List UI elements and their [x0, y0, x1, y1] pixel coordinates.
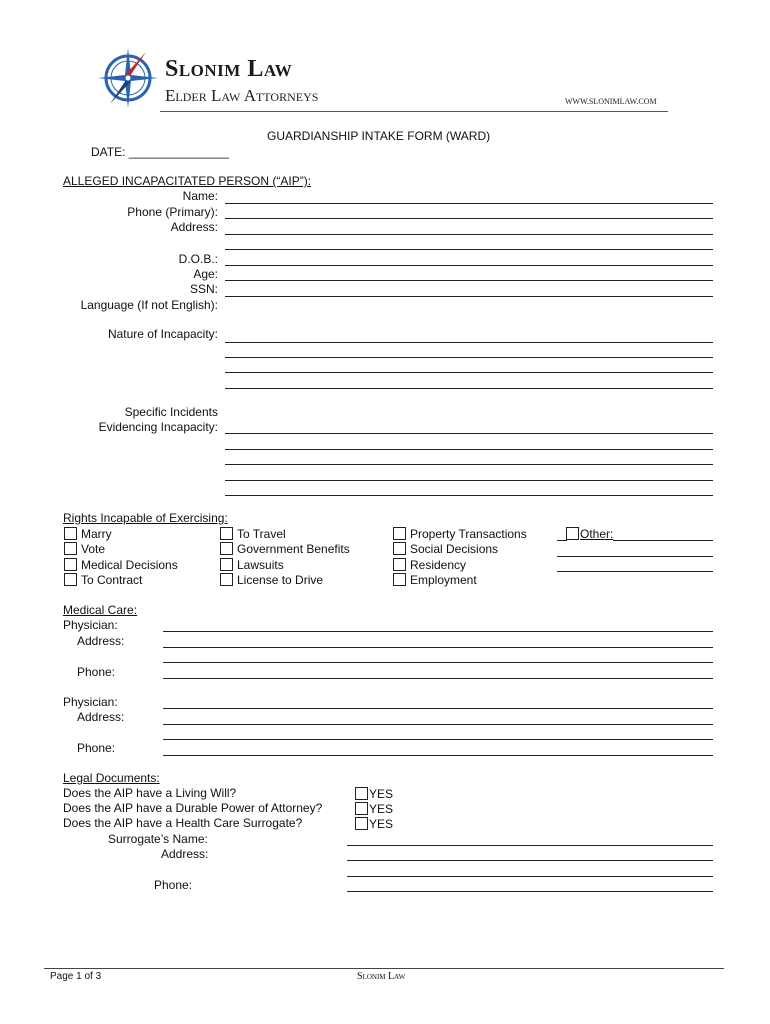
property-transactions-checkbox[interactable] [393, 527, 406, 540]
to-contract-label: To Contract [81, 573, 143, 587]
physician-2-phone-field[interactable] [163, 755, 713, 756]
license-to-drive-checkbox[interactable] [220, 573, 233, 586]
to-travel-checkbox[interactable] [220, 527, 233, 540]
form-title: GUARDIANSHIP INTAKE FORM (WARD) [267, 129, 491, 143]
incidents-field-2[interactable] [225, 449, 713, 450]
surrogate-name-field[interactable] [347, 845, 713, 846]
poa-question: Does the AIP have a Durable Power of Attorney? [63, 801, 323, 815]
name-label: Name: [182, 189, 218, 203]
surrogate-address-field-2[interactable] [347, 876, 713, 877]
surrogate-phone-label: Phone: [154, 878, 193, 892]
physician-1-phone-label: Phone: [77, 665, 116, 679]
to-contract-checkbox[interactable] [64, 573, 77, 586]
phone-primary-label: Phone (Primary): [127, 205, 218, 219]
address-field-1[interactable] [225, 234, 713, 235]
incidents-label-1: Specific Incidents [124, 405, 218, 419]
employment-label: Employment [410, 573, 477, 587]
ssn-label: SSN: [189, 282, 218, 296]
surrogate-yes-checkbox[interactable] [355, 817, 368, 830]
residency-checkbox[interactable] [393, 558, 406, 571]
age-field[interactable] [225, 280, 713, 281]
physician-2-address-field-1[interactable] [163, 724, 713, 725]
poa-yes-label: YES [369, 802, 394, 816]
lawsuits-checkbox[interactable] [220, 558, 233, 571]
physician-1-label: Physician: [63, 618, 118, 632]
physician-2-label: Physician: [63, 695, 118, 709]
nature-field-2[interactable] [225, 357, 713, 358]
header-rule [160, 111, 668, 112]
dob-label: D.O.B.: [178, 252, 218, 266]
social-decisions-label: Social Decisions [410, 542, 499, 556]
physician-1-address-label: Address: [77, 634, 125, 648]
vote-label: Vote [81, 542, 106, 556]
other-field-3[interactable] [557, 571, 713, 572]
incidents-field-5[interactable] [225, 495, 713, 496]
phone-primary-field[interactable] [225, 218, 713, 219]
legal-heading: Legal Documents: [63, 771, 160, 785]
incidents-field-4[interactable] [225, 480, 713, 481]
compass-rose-icon [96, 46, 160, 110]
nature-field-1[interactable] [225, 342, 713, 343]
physician-1-phone-field[interactable] [163, 678, 713, 679]
date-field[interactable]: DATE: _______________ [91, 145, 229, 159]
address-label: Address: [170, 220, 218, 234]
surrogate-yes-label: YES [369, 817, 394, 831]
footer-rule [44, 968, 724, 969]
firm-name: Slonim Law [165, 56, 293, 82]
other-field-2[interactable] [557, 556, 713, 557]
other-field-1[interactable] [613, 540, 713, 541]
surrogate-name-label: Surrogate’s Name: [108, 832, 208, 846]
firm-tagline: Elder Law Attorneys [165, 86, 319, 105]
dob-field[interactable] [225, 265, 713, 266]
employment-checkbox[interactable] [393, 573, 406, 586]
nature-field-3[interactable] [225, 372, 713, 373]
medical-heading: Medical Care: [63, 603, 138, 617]
firm-website[interactable]: WWW.SLONIMLAW.COM [565, 97, 657, 106]
ssn-field[interactable] [225, 296, 713, 297]
incidents-label-2: Evidencing Incapacity: [98, 420, 218, 434]
physician-1-address-field-1[interactable] [163, 647, 713, 648]
social-decisions-checkbox[interactable] [393, 542, 406, 555]
aip-heading: ALLEGED INCAPACITATED PERSON (“AIP”): [63, 174, 312, 188]
marry-label: Marry [81, 527, 112, 541]
license-to-drive-label: License to Drive [237, 573, 324, 587]
government-benefits-label: Government Benefits [237, 542, 350, 556]
physician-2-address-label: Address: [77, 710, 125, 724]
vote-checkbox[interactable] [64, 542, 77, 555]
physician-2-phone-label: Phone: [77, 741, 116, 755]
nature-label: Nature of Incapacity: [107, 327, 218, 341]
physician-1-address-field-2[interactable] [163, 662, 713, 663]
poa-yes-checkbox[interactable] [355, 802, 368, 815]
other-checkbox[interactable] [566, 527, 579, 540]
incidents-field-1[interactable] [225, 433, 713, 434]
address-field-2[interactable] [225, 249, 713, 250]
marry-checkbox[interactable] [64, 527, 77, 540]
other-label: Other: [580, 527, 614, 541]
footer-firm: Slonim Law [357, 971, 406, 982]
surrogate-address-label: Address: [161, 847, 209, 861]
surrogate-question: Does the AIP have a Health Care Surrogate? [63, 816, 303, 830]
surrogate-address-field-1[interactable] [347, 860, 713, 861]
medical-decisions-checkbox[interactable] [64, 558, 77, 571]
surrogate-phone-field[interactable] [347, 891, 713, 892]
rights-heading: Rights Incapable of Exercising: [63, 511, 228, 525]
living-will-yes-label: YES [369, 787, 394, 801]
firm-logo [96, 46, 160, 110]
name-field[interactable] [225, 203, 713, 204]
language-label: Language (If not English): [80, 298, 218, 312]
nature-field-4[interactable] [225, 388, 713, 389]
physician-1-field[interactable] [163, 631, 713, 632]
physician-2-field[interactable] [163, 708, 713, 709]
other-prefix-line [557, 540, 567, 541]
living-will-question: Does the AIP have a Living Will? [63, 786, 237, 800]
living-will-yes-checkbox[interactable] [355, 787, 368, 800]
incidents-field-3[interactable] [225, 464, 713, 465]
government-benefits-checkbox[interactable] [220, 542, 233, 555]
to-travel-label: To Travel [237, 527, 286, 541]
medical-decisions-label: Medical Decisions [81, 558, 178, 572]
age-label: Age: [193, 267, 218, 281]
page-number: Page 1 of 3 [50, 971, 102, 982]
residency-label: Residency [410, 558, 467, 572]
physician-2-address-field-2[interactable] [163, 739, 713, 740]
lawsuits-label: Lawsuits [237, 558, 284, 572]
property-transactions-label: Property Transactions [410, 527, 527, 541]
